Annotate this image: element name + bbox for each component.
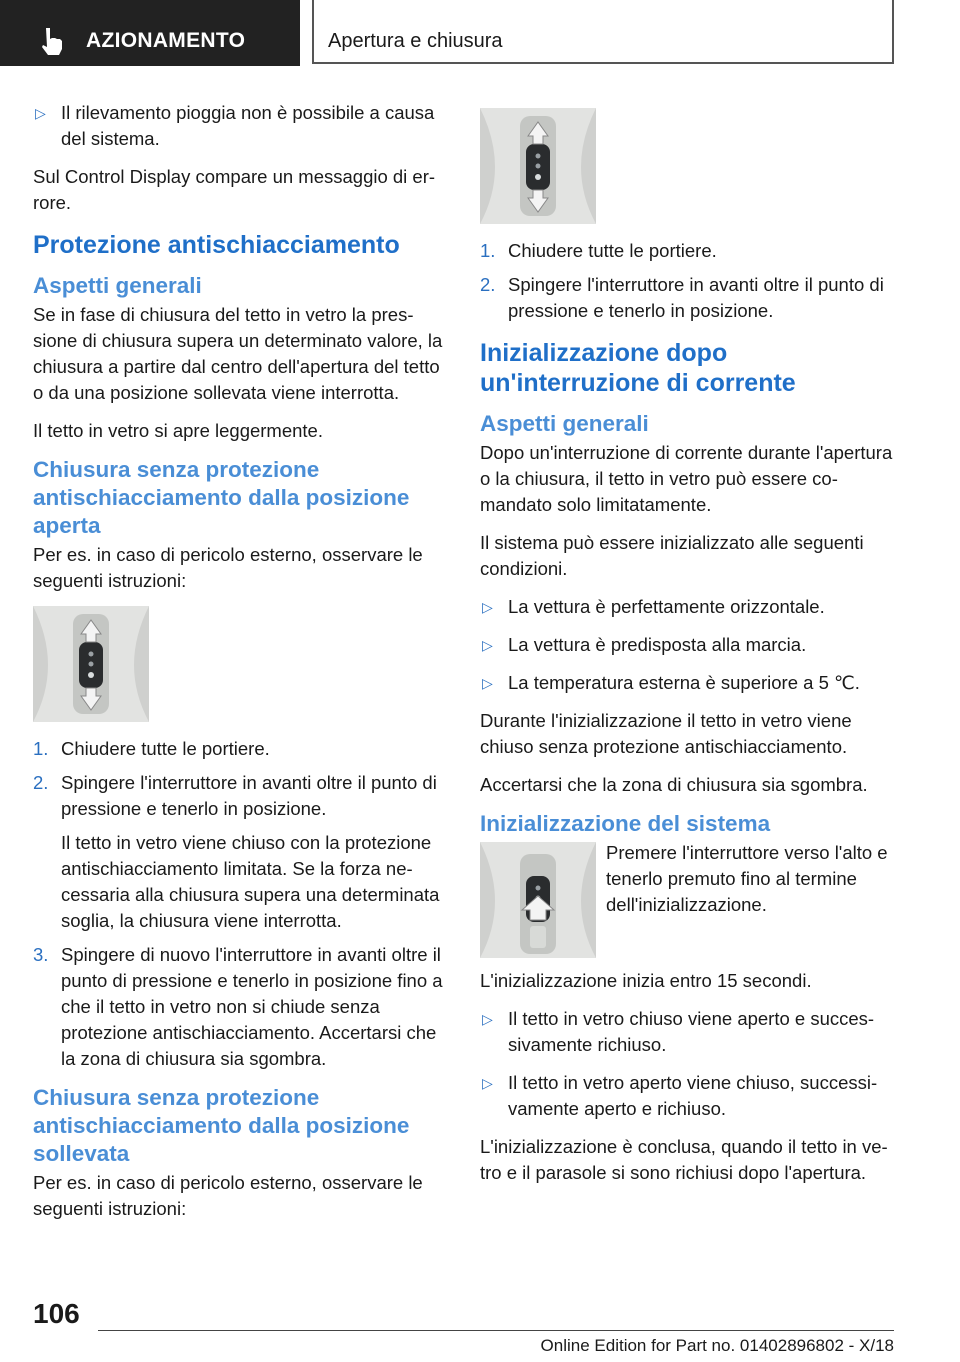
figure-with-text <box>480 840 894 968</box>
roof-switch-forward-illustration <box>33 606 149 722</box>
edition-note: Online Edition for Part no. 01402896802 - X/18 <box>540 1336 894 1355</box>
subsection-heading: Chiusura senza protezione antischiacciamento dalla posizione aperta <box>33 457 410 538</box>
subsection-heading: Aspetti generali <box>33 273 202 298</box>
paragraph: L'inizializzazione è conclusa, quando il tetto in vetro e il parasole si sono richiusi dopo l'apertura. <box>480 1136 888 1183</box>
paragraph: Il sistema può essere inizializzato alle seguenti condizioni. <box>480 532 864 579</box>
list-item: ▷ La temperatura esterna è superiore a 5 ℃. <box>480 670 894 696</box>
hand-pointer-icon <box>38 26 66 56</box>
triangle-bullet-icon: ▷ <box>482 675 493 691</box>
section-heading: Inizializzazione dopo un'interruzione di corrente <box>480 339 796 397</box>
page-number: 106 <box>33 1298 80 1329</box>
paragraph: Se in fase di chiusura del tetto in vetro la pressione di chiusura supera un determinato valore, la chiusura a partire dal centro dell'apertura del tetto o da una posizione sollevata viene interrotta. <box>33 304 443 403</box>
list-item: 2. Spingere l'interruttore in avanti oltre il punto di pressione e tenerlo in posizione. <box>480 274 884 321</box>
roof-switch-up-illustration <box>480 842 596 958</box>
list-item: ▷ La vettura è perfettamente orizzontale. <box>480 594 894 620</box>
section-header <box>0 0 300 66</box>
list-item: ▷ Il rilevamento pioggia non è possibile a causa del sistema. <box>35 102 435 149</box>
list-item: ▷ Il tetto in vetro aperto viene chiuso, successivamente aperto e richiuso. <box>482 1072 878 1119</box>
triangle-bullet-icon: ▷ <box>482 599 493 615</box>
list-item: 1. Chiudere tutte le portiere. <box>480 240 717 261</box>
paragraph: Accertarsi che la zona di chiusura sia sgombra. <box>480 774 868 795</box>
paragraph: Per es. in caso di pericolo esterno, osservare le seguenti istruzioni: <box>33 1172 423 1219</box>
paragraph: Premere l'interruttore verso l'alto e tenerlo premuto fino al termine dell'inizializzazione. <box>606 842 888 915</box>
chapter-title: Apertura e chiusura <box>328 30 503 52</box>
triangle-bullet-icon: ▷ <box>482 637 493 653</box>
left-column <box>33 100 447 1234</box>
section-heading: Protezione antischiacciamento <box>33 231 400 259</box>
paragraph: Il tetto in vetro si apre leggermente. <box>33 420 323 441</box>
paragraph: Per es. in caso di pericolo esterno, osservare le seguenti istruzioni: <box>33 544 423 591</box>
list-item: ▷ Il tetto in vetro chiuso viene aperto e successivamente richiuso. <box>482 1008 875 1055</box>
roof-switch-forward-illustration <box>480 108 596 224</box>
paragraph: Sul Control Display compare un messaggio di errore. <box>33 166 436 213</box>
list-item: 1. Chiudere tutte le portiere. <box>33 738 270 759</box>
paragraph: Dopo un'interruzione di corrente durante l'apertura o la chiusura, il tetto in vetro può essere comandato solo limitatamente. <box>480 442 893 515</box>
right-column <box>480 100 894 1198</box>
paragraph: Durante l'inizializzazione il tetto in vetro viene chiuso senza protezione antischiacciamento. <box>480 710 852 757</box>
triangle-bullet-icon: ▷ <box>482 1075 493 1091</box>
paragraph: L'inizializzazione inizia entro 15 secondi. <box>480 970 812 991</box>
footer-divider <box>98 1330 894 1331</box>
list-item: 3. Spingere di nuovo l'interruttore in avanti oltre il punto di pressione e tenerlo in posizione fino a che il tetto in vetro non si chiude senza protezione antischiacciamento. Accertarsi che la zona di chiusura sia sgombra. <box>33 944 443 1069</box>
subsection-heading: Inizializzazione del sistema <box>480 811 771 836</box>
subsection-heading: Aspetti generali <box>480 411 649 436</box>
list-item: ▷ La vettura è predisposta alla marcia. <box>480 632 894 658</box>
section-title: AZIONAMENTO <box>86 29 246 52</box>
list-item: 2. Spingere l'interruttore in avanti oltre il punto di pressione e tenerlo in posizione. Il tetto in vetro viene chiuso con la protezione antischiacciamento limitata. Se la forza necessaria alla chiusura supera una determinata soglia, la chiusura viene interrotta. <box>33 772 440 931</box>
subsection-heading: Chiusura senza protezione antischiacciamento dalla posizione sollevata <box>33 1085 410 1166</box>
chapter-header <box>312 0 894 64</box>
triangle-bullet-icon: ▷ <box>482 1011 493 1027</box>
triangle-bullet-icon: ▷ <box>35 105 46 121</box>
